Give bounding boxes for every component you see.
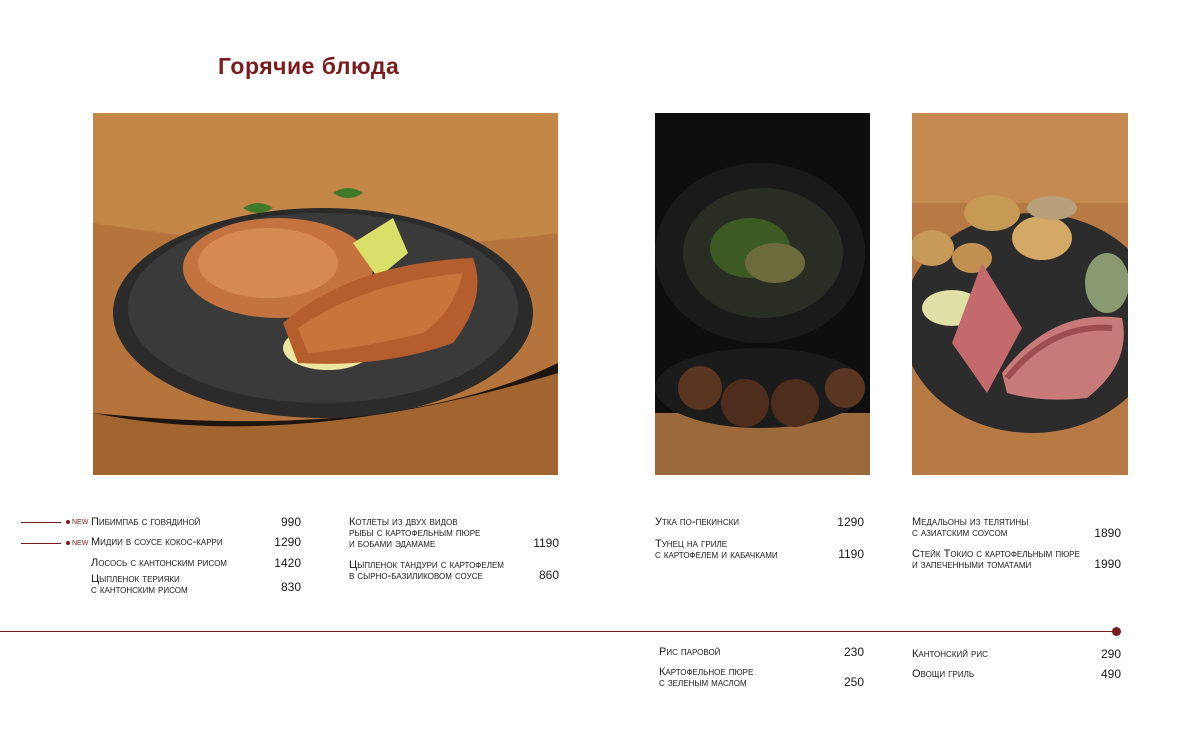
- new-badge-label: NEW: [72, 540, 89, 547]
- menu-item-price: 1190: [838, 547, 864, 561]
- new-badge: [21, 517, 91, 528]
- menu-item: [655, 539, 864, 563]
- menu-item: [659, 667, 864, 691]
- divider-dot: [1112, 627, 1121, 636]
- menu-item: [91, 558, 301, 574]
- menu-item-price: 290: [1100, 647, 1121, 661]
- menu-item-price: 250: [843, 675, 864, 689]
- menu-item-name-line2: с картофелем и кабачками: [655, 549, 778, 561]
- menu-item-name: Утка по-пекински: [655, 516, 740, 528]
- menu-item-name: Медальоны из телятины: [912, 516, 1029, 528]
- menu-item-name: Тунец на гриле: [655, 538, 728, 550]
- new-badge-dot: [66, 520, 70, 524]
- menu-item-price: 1290: [274, 535, 301, 549]
- menu-item-name: Мидии в соусе кокос-карри: [91, 536, 223, 548]
- menu-item-name: Котлеты из двух видов: [349, 516, 458, 528]
- menu-item-name-line3: и бобами эдамаме: [349, 538, 436, 550]
- menu-item: [912, 517, 1121, 549]
- menu-item-name: Стейк Токио с картофельным пюре: [912, 548, 1080, 560]
- menu-column-1: [91, 517, 301, 600]
- menu-item: [912, 649, 1121, 669]
- menu-item: [91, 517, 301, 537]
- menu-column-2: [349, 517, 559, 584]
- menu-item-name: Цыпленок терияки: [91, 573, 180, 585]
- menu-item: [912, 549, 1121, 573]
- menu-item-name-line2: в сырно-базиликовом соусе: [349, 570, 483, 582]
- new-badge-line: [21, 522, 61, 523]
- menu-item-price: 490: [1100, 667, 1121, 681]
- menu-column-3: [655, 517, 864, 563]
- menu-item-price: 830: [280, 580, 301, 594]
- menu-item-price: 230: [843, 645, 864, 659]
- menu-item: [349, 560, 559, 584]
- menu-item: [91, 574, 301, 600]
- menu-item-price: 1990: [1094, 557, 1121, 571]
- menu-item-name: Пибимпаб с говядиной: [91, 516, 201, 528]
- menu-item-name-line2: и запеченными томатами: [912, 559, 1032, 571]
- sides-column-left: [659, 647, 864, 691]
- menu-item: [91, 537, 301, 558]
- menu-item-name: Картофельное пюре: [659, 666, 754, 678]
- tuna-photo: [912, 113, 1128, 475]
- menu-item-name-line2: с азиатским соусом: [912, 527, 1008, 539]
- new-badge-label: NEW: [72, 519, 89, 526]
- menu-item-price: 1290: [837, 515, 864, 529]
- menu-item-name: Лосось с кантонским рисом: [91, 557, 227, 569]
- section-divider: [0, 631, 1112, 632]
- menu-item-price: 1890: [1094, 526, 1121, 540]
- menu-item: [912, 669, 1121, 689]
- sides-column-right: [912, 649, 1121, 689]
- menu-item-name: Овощи гриль: [912, 668, 975, 680]
- menu-item-name: Цыпленок тандури с картофелем: [349, 559, 504, 571]
- menu-item-price: 1420: [274, 556, 301, 570]
- new-badge-dot: [66, 541, 70, 545]
- menu-item-name: Рис паровой: [659, 646, 721, 658]
- menu-column-4: [912, 517, 1121, 573]
- new-badge: [21, 538, 91, 549]
- menu-item-name-line2: с зеленым маслом: [659, 677, 747, 689]
- menu-item-name-line2: рыбы с картофельным пюре: [349, 527, 481, 539]
- salmon-rice-photo: [93, 113, 558, 475]
- menu-item-name: Кантонский рис: [912, 648, 988, 660]
- menu-item: [655, 517, 864, 539]
- mussels-photo: [655, 113, 870, 475]
- menu-item-price: 860: [538, 568, 559, 582]
- new-badge-line: [21, 543, 61, 544]
- menu-item: [349, 517, 559, 560]
- menu-item-price: 1190: [533, 536, 559, 550]
- menu-item: [659, 647, 864, 667]
- menu-item-price: 990: [280, 515, 301, 529]
- page-title: Горячие блюда: [218, 53, 400, 79]
- menu-item-name-line2: с кантонским рисом: [91, 584, 188, 596]
